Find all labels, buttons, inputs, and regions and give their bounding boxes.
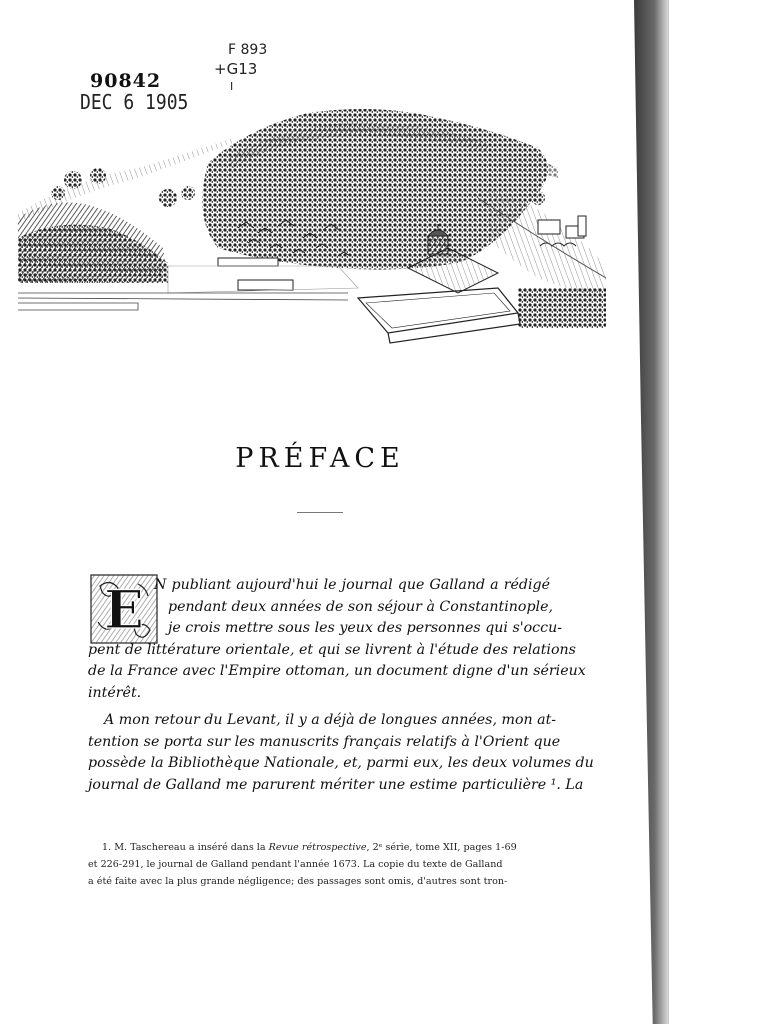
paragraph-1 [88,575,586,705]
landscape-engraving [18,98,606,348]
footnote-journal-title: Revue rétrospective [268,842,367,853]
dropcap-letter: E [104,580,144,641]
footnote-line: a été faite avec la plus grande négligence; des passages sont omis, d'autres sont tron- [88,875,508,887]
text-line: N publiant aujourd'hui le journal que Galland a rédigé [154,577,550,593]
paragraph-2 [88,710,594,796]
footnote-text: , 2ᵉ série, tome XII, pages 1-69 [366,842,517,853]
text-line: intérêt. [88,684,142,701]
library-stamp-date: DEC 6 1905 [80,90,189,115]
handwritten-shelfmark-2: +G13 [214,60,258,78]
text-line: journal de Galland me parurent mériter une estime particulière ¹. La [88,776,584,793]
text-line: A mon retour du Levant, il y a déjà de longues années, mon at- [104,712,557,728]
page-edge-shadow [634,0,668,1024]
text-line: pendant deux années de son séjour à Constantinople, [168,598,553,615]
title-rule [297,512,343,513]
footnote-text: 1. M. Taschereau a inséré dans la [102,842,269,853]
text-line: possède la Bibliothèque Nationale, et, parmi eux, les deux volumes du [88,755,594,772]
text-line: de la France avec l'Empire ottoman, un document digne d'un sérieux [88,663,586,680]
handwritten-shelfmark-1: F 893 [228,42,268,58]
text-line: pent de littérature orientale, et qui se livrent à l'étude des relations [88,641,576,658]
handwritten-shelfmark-3: I [230,80,234,93]
text-line: je crois mettre sous les yeux des personnes qui s'occu- [168,620,563,637]
footnote [88,840,550,890]
footnote-line: et 226-291, le journal de Galland pendant l'année 1673. La copie du texte de Galland [88,858,503,870]
page-edge-line [668,0,669,1024]
text-line: tention se porta sur les manuscrits français relatifs à l'Orient que [88,733,561,750]
library-stamp-number: 90842 [90,70,162,92]
page-title: PRÉFACE [235,443,405,474]
footnote-line [102,840,550,857]
